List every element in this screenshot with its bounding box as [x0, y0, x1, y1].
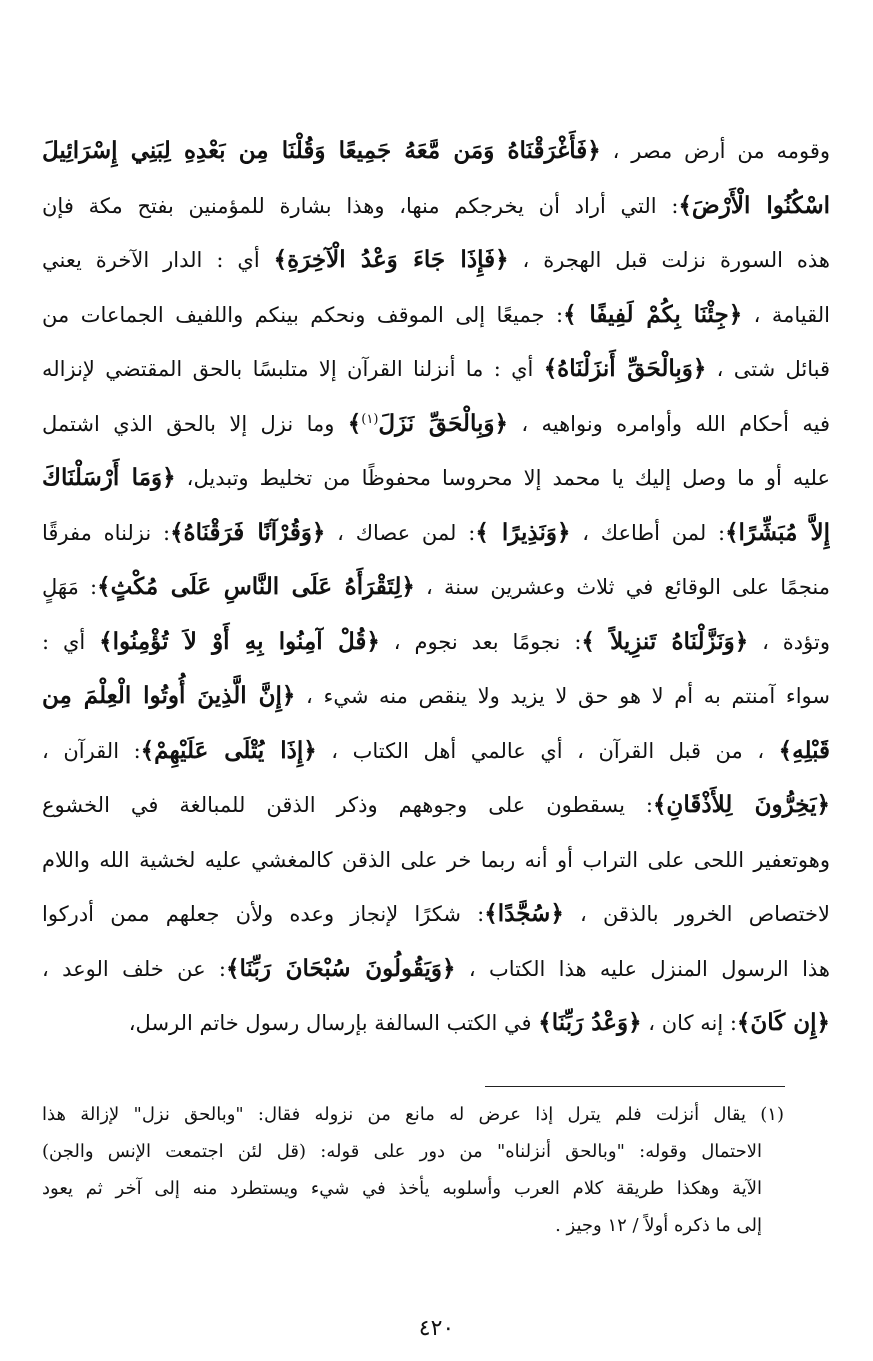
commentary-text: منجمًا على الوقائع في ثلاث وعشرين سنة ،: [414, 575, 830, 599]
text-line: [42, 124, 830, 179]
commentary-text: : إنه كان ،: [641, 1011, 737, 1035]
text-line: [42, 288, 830, 343]
commentary-text: : عن خلف الوعد ،: [42, 956, 227, 981]
commentary-text: القيامة ،: [742, 302, 830, 327]
quran-verse-text: اسْكُنُوا الْأَرْضَ﴾: [678, 191, 830, 219]
text-line: [42, 506, 830, 561]
quran-verse-text: ﴿وَبِالْحَقِّ أَنزَلْنَاهُ﴾: [543, 355, 707, 382]
commentary-text: : مَهَلٍ: [42, 575, 98, 599]
quran-verse-text: ﴿لِتَقْرَأَهُ عَلَى النَّاسِ عَلَى مُكْثٍ﴾: [97, 573, 415, 600]
commentary-text: أي :: [42, 629, 100, 654]
text-line: [42, 942, 830, 997]
commentary-text: هذه السورة نزلت قبل الهجرة ،: [508, 248, 830, 272]
quran-verse-text: ﴿وَبِالْحَقِّ نَزَلَ: [378, 409, 508, 437]
commentary-text: لاختصاص الخرور بالذقن ،: [563, 902, 830, 926]
text-line: [42, 669, 830, 724]
quran-verse-text: ﴾: [347, 409, 362, 437]
text-line: [42, 724, 830, 779]
tafsir-body-text: [42, 124, 830, 1051]
page-number: ٤٢٠: [418, 1316, 455, 1341]
text-line: [42, 996, 830, 1051]
commentary-text: وتؤدة ،: [748, 629, 830, 654]
quran-verse-text: ﴿فَأَغْرَقْنَاهُ وَمَن مَّعَهُ جَمِيعًا وَقُلْنَا مِن بَعْدِهِ لِبَنِي إِسْرَائِيلَ: [42, 137, 601, 164]
commentary-text: وقومه من أرض مصر ،: [600, 139, 830, 163]
footnote-marker: (١): [361, 411, 379, 427]
text-line: [42, 233, 830, 288]
commentary-text: عليه أو ما وصل إليك يا محمد إلا محروسا محفوظًا من تخليط وتبديل،: [175, 466, 830, 490]
quran-verse-text: ﴿وَنَزَّلْنَاهُ تَنزِيلاً ﴾: [581, 627, 749, 655]
text-line: [42, 397, 830, 452]
quran-verse-text: ﴿إِنَّ الَّذِينَ أُوتُوا الْعِلْمَ مِن: [42, 682, 296, 709]
footnote: [42, 1096, 784, 1244]
quran-verse-text: ﴿وَمَا أَرْسَلْنَاكَ: [42, 464, 176, 491]
commentary-text: : يسقطون على وجوههم وذكر الذقن للمبالغة في الخشوع: [42, 793, 653, 817]
commentary-text: : التي أراد أن يخرجكم منها، وهذا بشارة للمؤمنين بفتح مكة فإن: [42, 193, 679, 218]
footnote-separator: [485, 1086, 785, 1087]
quran-verse-text: إِلاَّ مُبَشِّرًا﴾: [725, 518, 830, 546]
footnote-line: الآية وهكذا طريقة كلام العرب وأسلوبه يأخذ في شيء ويستطرد منه إلى آخر ثم يعود: [42, 1178, 762, 1199]
commentary-text: قبائل شتى ،: [706, 357, 830, 381]
commentary-text: : نجومًا بعد نجوم ،: [379, 629, 582, 654]
commentary-text: سواء آمنتم به أم لا هو حق لا يزيد ولا ينقص منه شيء ،: [295, 684, 830, 708]
commentary-text: أي : ما أنزلنا القرآن إلا متلبسًا بالحق المقتضي لإنزاله: [42, 357, 544, 381]
footnote-line: إلى ما ذكره أولاً / ١٢ وجيز .: [555, 1215, 762, 1236]
footnote-line: الاحتمال وقوله: "وبالحق أنزلناه" من دور على قوله: (قل لئن اجتمعت الإنس والجن): [42, 1141, 762, 1162]
text-line: [42, 451, 830, 506]
text-line: [42, 560, 830, 615]
text-line: [42, 887, 830, 942]
text-line: [42, 615, 830, 670]
quran-verse-text: ﴿وَعْدُ رَبِّنَا﴾: [538, 1009, 642, 1036]
quran-verse-text: ﴿قُلْ آمِنُوا بِهِ أَوْ لاَ تُؤْمِنُوا﴾: [99, 627, 380, 655]
commentary-text: : جميعًا إلى الموقف ونحكم بينكم واللفيف الجماعات من: [42, 302, 564, 327]
commentary-text: وهوتعفير اللحى على التراب أو أنه ربما خر على الذقن كالمغشي عليه لخشية الله واللام: [42, 847, 830, 872]
commentary-text: : القرآن ،: [42, 738, 141, 763]
commentary-text: وما نزل إلا بالحق الذي اشتمل: [42, 411, 348, 436]
quran-verse-text: ﴿وَنَذِيرًا ﴾: [475, 518, 571, 546]
text-line: [42, 342, 830, 397]
commentary-text: : شكرًا لإنجاز وعده ولأن جعلهم ممن أدركوا: [42, 902, 485, 926]
text-line: [42, 778, 830, 833]
quran-verse-text: ﴿إِذَا يُتْلَى عَلَيْهِمْ﴾: [140, 736, 317, 764]
commentary-text: هذا الرسول المنزل عليه هذا الكتاب ،: [455, 956, 830, 981]
text-line: [42, 179, 830, 234]
commentary-text: في الكتب السالفة بإرسال رسول خاتم الرسل،: [128, 1011, 539, 1035]
footnote-line: (١) يقال أنزلت فلم يترل إذا عرض له مانع من نزوله فقال: "وبالحق نزل" لإزالة هذا: [42, 1104, 784, 1125]
quran-verse-text: ﴿يَخِرُّونَ لِلأَذْقَانِ﴾: [652, 791, 830, 818]
commentary-text: ، من قبل القرآن ، أي عالمي أهل الكتاب ،: [316, 738, 779, 763]
quran-verse-text: ﴿سُجَّدًا﴾: [484, 900, 564, 927]
quran-verse-text: ﴿وَيَقُولُونَ سُبْحَانَ رَبِّنَا﴾: [226, 954, 456, 982]
commentary-text: : لمن عصاك ،: [325, 520, 476, 545]
quran-verse-text: ﴿جِئْنَا بِكُمْ لَفِيفًا ﴾: [563, 300, 743, 328]
quran-verse-text: ﴿إِن كَانَ﴾: [736, 1009, 830, 1036]
quran-verse-text: قَبْلِهِ﴾: [778, 736, 830, 764]
quran-verse-text: ﴿وَقُرْآنًا فَرَقْنَاهُ﴾: [170, 518, 326, 546]
commentary-text: أي : الدار الآخرة يعني: [42, 248, 274, 272]
commentary-text: فيه أحكام الله وأوامره ونواهيه ،: [507, 411, 830, 436]
quran-verse-text: ﴿فَإِذَا جَاءَ وَعْدُ الْآخِرَةِ﴾: [273, 246, 509, 273]
text-line: [42, 833, 830, 888]
commentary-text: : لمن أطاعك ،: [570, 520, 726, 545]
commentary-text: : نزلناه مفرقًا: [42, 520, 171, 545]
